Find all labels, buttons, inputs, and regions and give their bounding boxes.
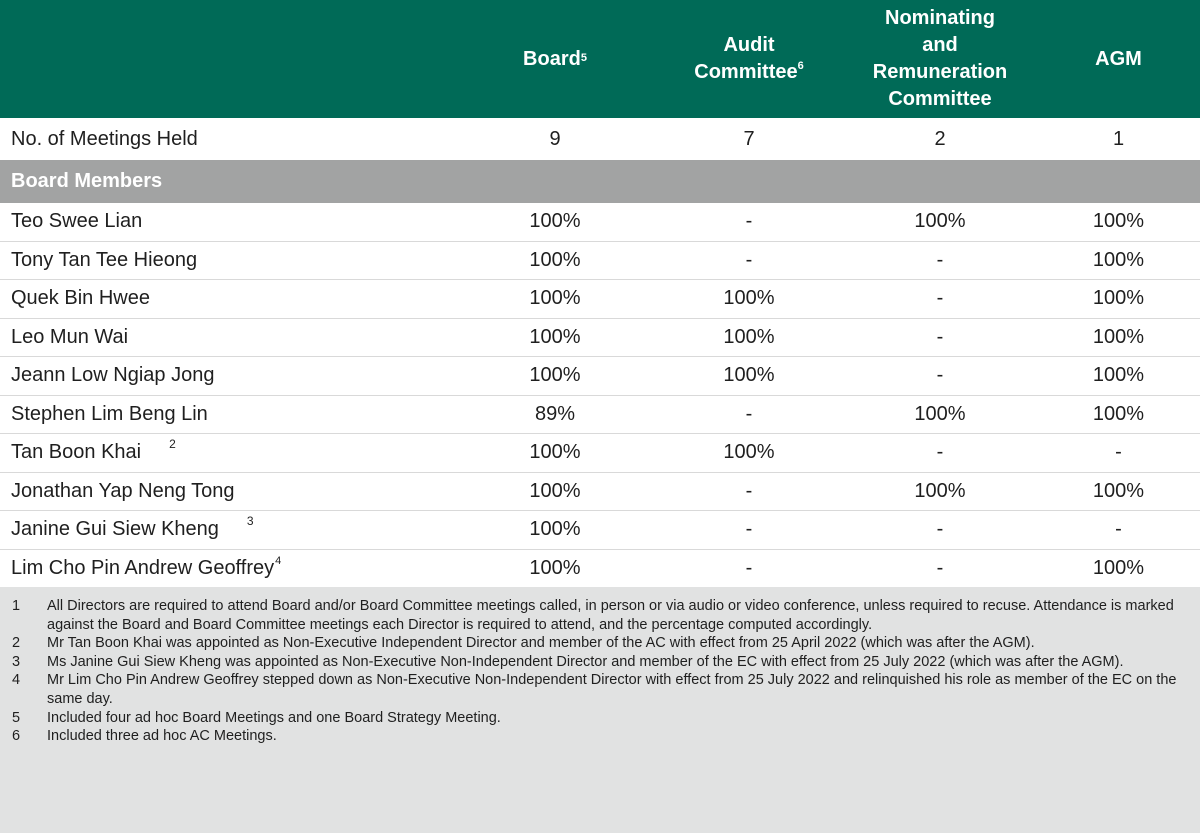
footnote-item xyxy=(12,597,1188,634)
member-board: 100% xyxy=(529,479,581,502)
member-nominating: - xyxy=(936,325,944,348)
members-list xyxy=(0,203,1200,587)
member-nominating: - xyxy=(936,441,944,464)
footnotes xyxy=(0,587,1200,833)
member-name: Tony Tan Tee Hieong xyxy=(11,248,198,271)
member-audit: 100% xyxy=(723,325,775,348)
footnote-number: 6 xyxy=(12,728,21,745)
member-agm: 100% xyxy=(1092,402,1145,425)
member-name: Jeann Low Ngiap Jong xyxy=(11,364,215,387)
member-audit: - xyxy=(745,518,753,541)
table-row xyxy=(0,279,1200,318)
footnote-number: 2 xyxy=(12,635,21,652)
member-board: 100% xyxy=(529,248,581,271)
footnote-text: Included four ad hoc Board Meetings and one Board Strategy Meeting. xyxy=(47,709,501,726)
meetings-agm: 1 xyxy=(1112,127,1125,150)
footnote-marker: 2 xyxy=(169,437,176,452)
member-agm: - xyxy=(1115,518,1122,541)
member-agm: - xyxy=(1115,441,1122,464)
member-audit: 100% xyxy=(723,364,775,387)
member-nominating: - xyxy=(936,556,944,579)
member-agm: 100% xyxy=(1092,556,1145,579)
member-nominating: 100% xyxy=(914,210,966,233)
table-row xyxy=(0,203,1200,241)
meetings-label: No. of Meetings Held xyxy=(11,127,198,150)
member-agm: 100% xyxy=(1092,325,1145,348)
header-audit-committee: Audit Committee$^6$ xyxy=(694,34,804,83)
footnote-text: Included three ad hoc AC Meetings. xyxy=(47,728,277,745)
member-nominating: - xyxy=(936,364,944,387)
member-audit: - xyxy=(745,248,753,271)
meetings-nominating: 2 xyxy=(934,127,946,150)
member-nominating: - xyxy=(936,248,944,271)
member-name: Janine Gui Siew Kheng 3 xyxy=(11,514,254,541)
member-agm: 100% xyxy=(1092,479,1145,502)
header-agm: AGM xyxy=(1095,47,1142,70)
table-header xyxy=(0,0,1200,118)
member-audit: - xyxy=(745,402,753,425)
meetings-row xyxy=(0,118,1200,160)
header-board: Board $^5$ xyxy=(523,47,587,70)
member-name: Teo Swee Lian xyxy=(11,210,143,233)
footnote-marker: 3 xyxy=(246,514,254,529)
footnote-text: All Directors are required to attend Board and/or Board Committee meetings called, in person or via audio or video conference, unless required to recuse. Attendance is marked against the Board and Board Committee meetings each Director is required to attend, and the percentage computed accordingly. xyxy=(47,598,1174,633)
member-agm: 100% xyxy=(1092,364,1145,387)
table-row xyxy=(0,241,1200,280)
member-board: 89% xyxy=(534,402,576,425)
member-nominating: - xyxy=(936,518,944,541)
member-agm: 100% xyxy=(1092,248,1145,271)
member-board: 100% xyxy=(529,441,581,464)
footnote-text: Ms Janine Gui Siew Kheng was appointed as Non-Executive Non-Independent Director and member of the EC with effect from 25 July 2022 (which was after the AGM). xyxy=(47,653,1124,670)
member-name: Quek Bin Hwee xyxy=(11,287,150,310)
member-audit: - xyxy=(745,210,753,233)
member-audit: 100% xyxy=(723,441,775,464)
member-audit: - xyxy=(745,556,753,579)
member-name: Jonathan Yap Neng Tong xyxy=(11,479,235,502)
member-name: Stephen Lim Beng Lin xyxy=(11,402,208,425)
footnote-number: 3 xyxy=(12,653,21,670)
member-agm: 100% xyxy=(1092,287,1145,310)
header-blank xyxy=(0,0,455,118)
member-board: 100% xyxy=(529,287,581,310)
table-row xyxy=(0,356,1200,395)
table-row xyxy=(0,472,1200,511)
meetings-audit: 7 xyxy=(743,127,755,150)
footnote-marker: 4 xyxy=(275,554,282,567)
footnote-text: Mr Lim Cho Pin Andrew Geoffrey stepped down as Non-Executive Non-Independent Director with effect from 25 July 2022 and relinquished his role as member of the EC on the same day. xyxy=(47,672,1177,707)
footnote-item xyxy=(12,727,1188,746)
footnote-item xyxy=(12,653,1188,672)
member-audit: - xyxy=(745,479,753,502)
footnote-number: 1 xyxy=(12,598,21,614)
footnote-item xyxy=(12,634,1188,653)
member-board: 100% xyxy=(529,210,581,233)
section-board-members: Board Members xyxy=(0,160,1200,203)
member-board: 100% xyxy=(529,556,581,579)
member-name: Tan Boon Khai 2 xyxy=(11,437,176,464)
footnote-number: 5 xyxy=(12,709,21,726)
member-board: 100% xyxy=(529,364,581,387)
header-nominating-committee: Nominating and Remuneration Committee xyxy=(872,7,1008,110)
member-nominating: 100% xyxy=(914,402,966,425)
member-nominating: - xyxy=(936,287,944,310)
member-name: Leo Mun Wai xyxy=(11,325,129,348)
member-audit: 100% xyxy=(723,287,775,310)
footnote-text: Mr Tan Boon Khai was appointed as Non-Executive Independent Director and member of the AC with effect from 25 April 2022 (which was after the AGM). xyxy=(47,635,1035,652)
table-row xyxy=(0,395,1200,434)
member-board: 100% xyxy=(529,518,581,541)
table-row xyxy=(0,433,1200,472)
footnote-number: 4 xyxy=(12,672,21,689)
meetings-board: 9 xyxy=(549,127,561,150)
table-row xyxy=(0,318,1200,357)
footnote-item xyxy=(12,671,1188,708)
table-row xyxy=(0,510,1200,549)
table-row xyxy=(0,549,1200,588)
member-nominating: 100% xyxy=(914,479,966,502)
member-name: Lim Cho Pin Andrew Geoffrey 4 xyxy=(11,554,282,579)
member-agm: 100% xyxy=(1092,210,1145,233)
footnote-item xyxy=(12,709,1188,728)
member-board: 100% xyxy=(529,325,581,348)
